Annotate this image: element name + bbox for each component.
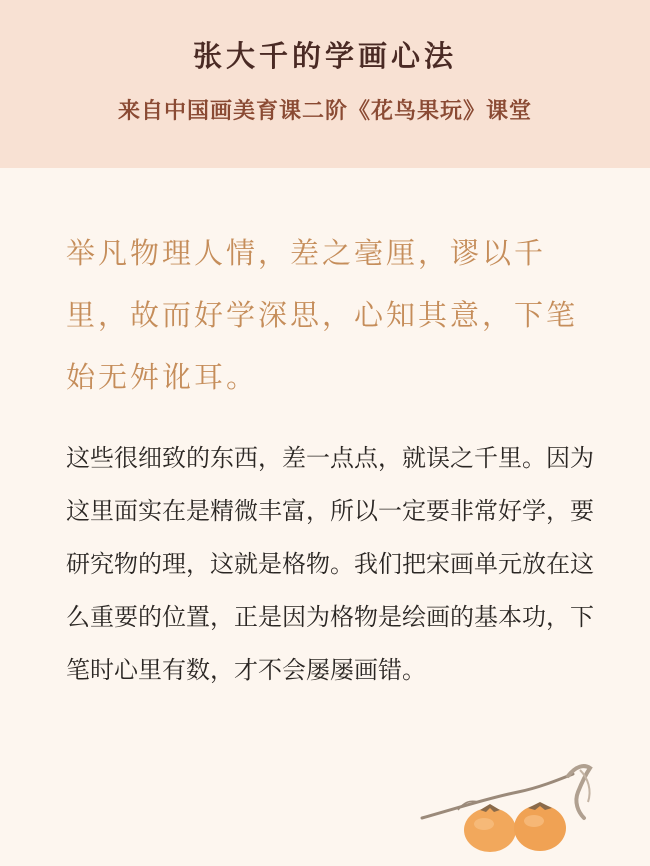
persimmon-branch-icon	[418, 758, 598, 858]
page-title: 张大千的学画心法	[192, 39, 457, 73]
classical-quote: 举凡物理人情，差之毫厘，谬以千里，故而好学深思，心知其意，下笔始无舛讹耳。	[66, 236, 579, 394]
page-subtitle: 来自中国画美育课二阶《花鸟果玩》课堂	[117, 98, 532, 124]
header-banner	[0, 0, 650, 168]
explanation-paragraph: 这些很细致的东西，差一点点，就误之千里。因为这里面实在是精微丰富，所以一定要非常好学，要研究物的理，这就是格物。我们把宋画单元放在这么重要的位置，正是因为格物是绘画的基本功，下笔时心里有数，才不会屡屡画错。	[66, 444, 594, 684]
